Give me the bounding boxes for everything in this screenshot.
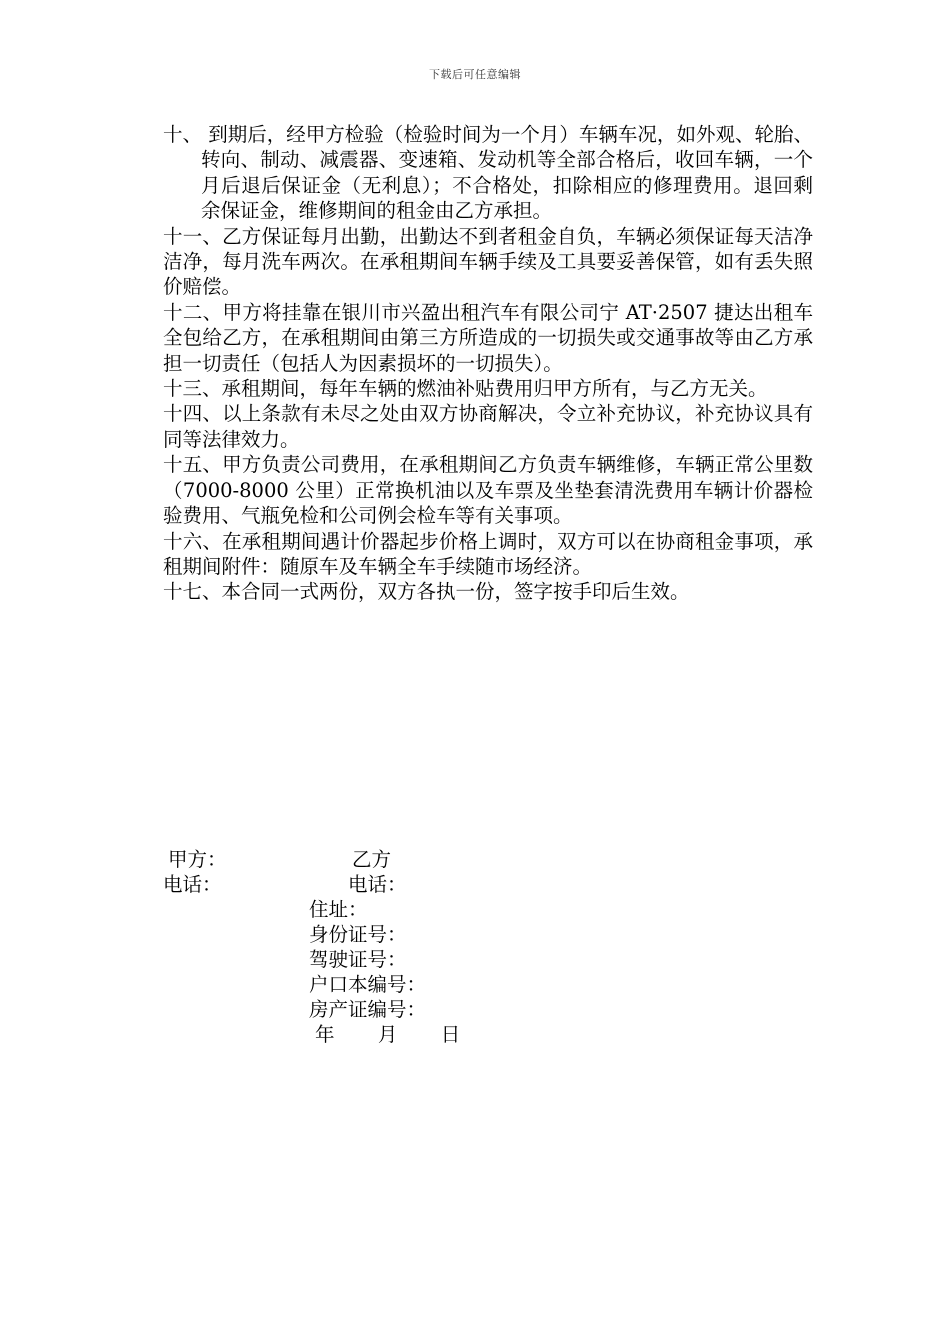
license-number-label: 驾驶证号： <box>309 948 407 971</box>
date-line: 年 月 日 <box>315 1023 461 1046</box>
clause-12: 十二、甲方将挂靠在银川市兴盈出租汽车有限公司宁 AT·2507 捷达出租车全包给乙方，在承租期间由第三方所造成的一切损失或交通事故等由乙方承担一切责任（包括人为因素损坏的一切损失）。 <box>163 300 813 375</box>
party-b-label: 乙方 <box>352 848 392 871</box>
party-a-label: 甲方： <box>168 848 227 871</box>
contract-clauses <box>163 122 813 605</box>
id-number-label: 身份证号： <box>309 923 407 946</box>
address-label: 住址： <box>309 898 368 921</box>
clause-14: 十四、以上条款有未尽之处由双方协商解决，令立补充协议，补充协议具有同等法律效力。 <box>163 402 813 451</box>
page-header: 下载后可任意编辑 <box>429 68 521 81</box>
clause-16: 十六、在承租期间遇计价器起步价格上调时，双方可以在协商租金事项，承租期间附件：随原车及车辆全车手续随市场经济。 <box>163 529 813 578</box>
clause-17: 十七、本合同一式两份，双方各执一份，签字按手印后生效。 <box>163 580 690 604</box>
clause-13: 十三、承租期间，每年车辆的燃油补贴费用归甲方所有，与乙方无关。 <box>163 377 768 401</box>
property-cert-label: 房产证编号： <box>309 998 427 1021</box>
clause-10: 十、 到期后，经甲方检验（检验时间为一个月）车辆车况，如外观、轮胎、转向、制动、减震器、变速箱、发动机等全部合格后，收回车辆，一个月后退后保证金（无利息）；不合格处，扣除相应的修理费用。退回剩余保证金，维修期间的租金由乙方承担。 <box>163 123 813 223</box>
clause-11: 十一、乙方保证每月出勤，出勤达不到者租金自负，车辆必须保证每天洁净洁净，每月洗车两次。在承租期间车辆手续及工具要妥善保管，如有丢失照价赔偿。 <box>163 224 813 299</box>
phone-a-label: 电话： <box>163 873 222 896</box>
phone-b-label: 电话： <box>348 873 407 896</box>
household-number-label: 户口本编号： <box>309 973 427 996</box>
clause-15: 十五、甲方负责公司费用，在承租期间乙方负责车辆维修，车辆正常公里数（7000-8000 公里）正常换机油以及车票及坐垫套清洗费用车辆计价器检验费用、气瓶免检和公司例会检车等有关事项。 <box>163 453 813 528</box>
